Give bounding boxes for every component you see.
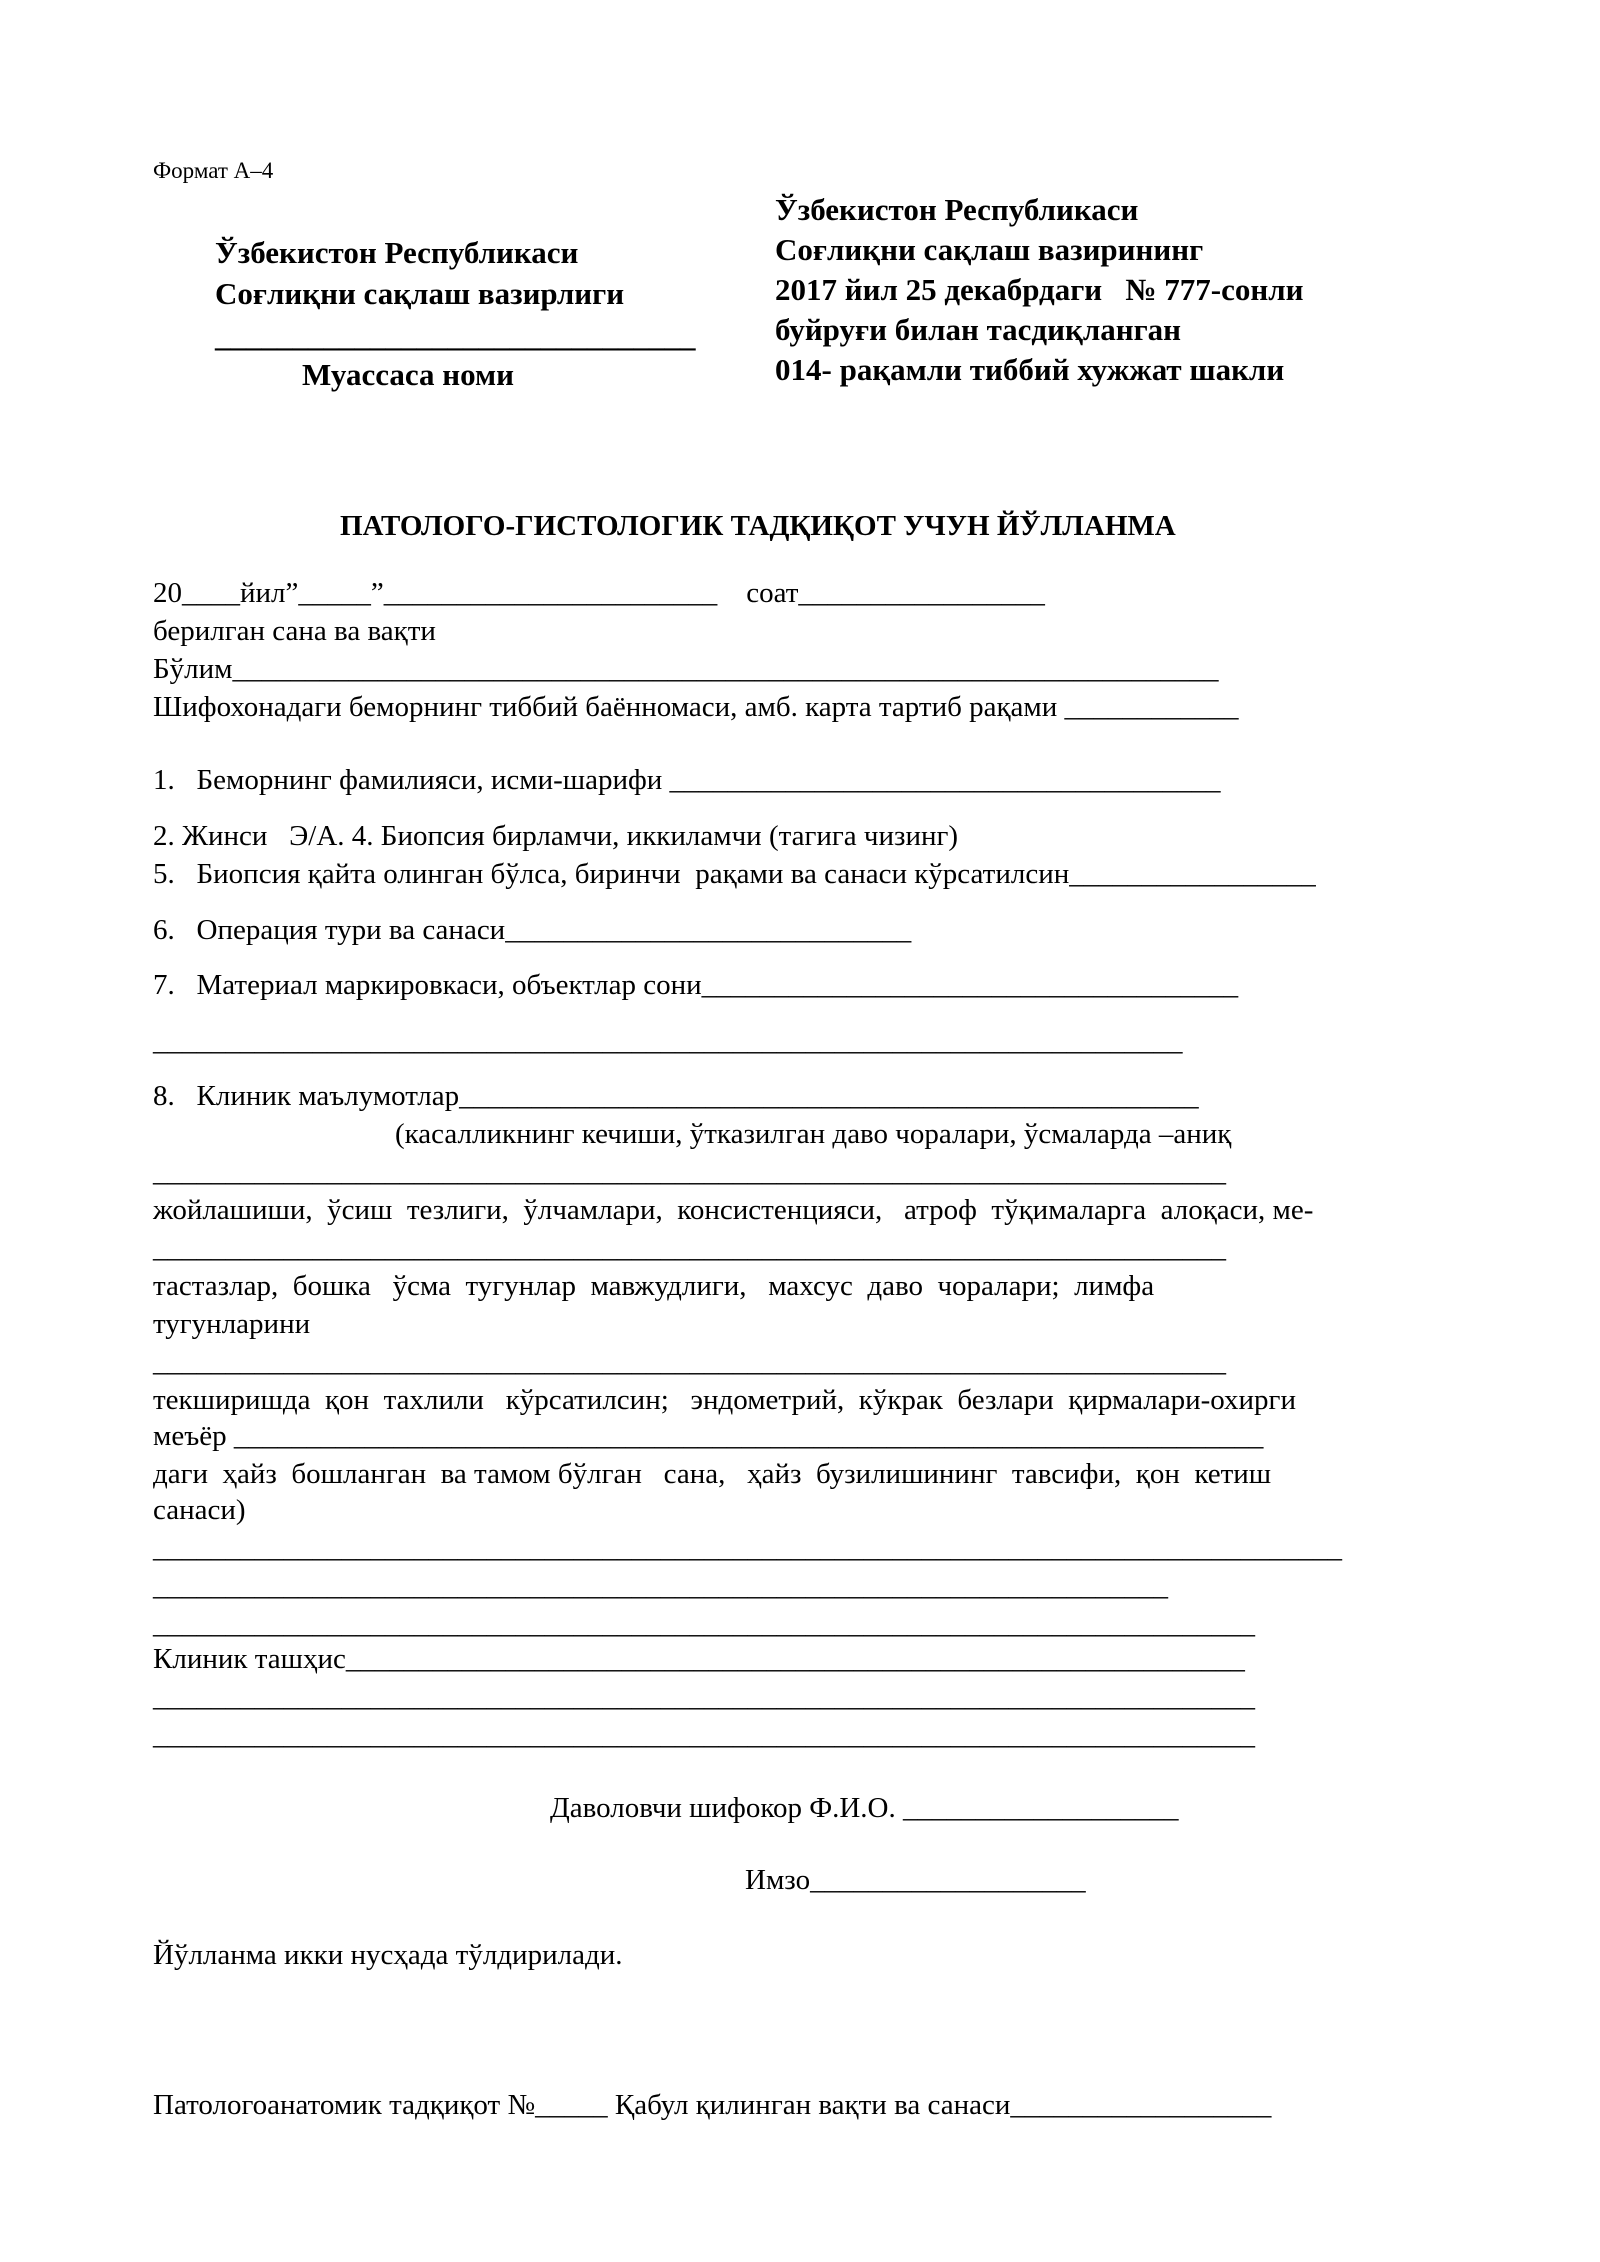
patient-name-field: 1. Беморнинг фамилияси, исми-шарифи ______________________________________ xyxy=(153,764,1221,796)
clinical-diagnosis-field: Клиник ташҳис______________________________________________________________ xyxy=(153,1643,1245,1675)
clinical-caption-text: санаси) xyxy=(153,1494,246,1526)
clinical-caption-text: даги ҳайз бошланган ва тамом бўлган сана, ҳайз бузилишининг тавсифи, қон кетиш xyxy=(153,1458,1272,1490)
diagnosis-blank-line: ____________________________________________________________________________ xyxy=(153,1681,1255,1713)
format-label: Формат А–4 xyxy=(153,158,274,183)
department-field: Бўлим____________________________________________________________________ xyxy=(153,653,1219,685)
clinical-blank-line: ____________________________________________________________________________ xyxy=(153,1608,1255,1640)
operation-field: 6. Операция тури ва санаси____________________________ xyxy=(153,914,912,946)
attending-doctor-field: Даволовчи шифокор Ф.И.О. ___________________ xyxy=(550,1792,1179,1824)
clinical-blank-line: __________________________________________________________________________ xyxy=(153,1346,1226,1378)
clinical-caption-text: текширишда қон тахлили кўрсатилсин; эндометрий, кўкрак безлари қирмалари-охирги xyxy=(153,1384,1296,1416)
clinical-caption-text: тастазлар, бошка ўсма тугунлар мавжудлиги, махсус даво чоралари; лимфа xyxy=(153,1270,1155,1302)
ministry-name-line1: Ўзбекистон Республикаси xyxy=(215,235,579,270)
clinical-data-caption: (касалликнинг кечиши, ўтказилган даво чоралари, ўсмаларда –аниқ xyxy=(395,1118,1232,1150)
institution-name-blank: _______________________________ xyxy=(215,318,696,353)
clinical-blank-line: ______________________________________________________________________ xyxy=(153,1570,1168,1602)
date-issued-field: 20____йил”_____”_______________________ соат_________________ xyxy=(153,577,1045,609)
medical-record-number-field: Шифохонадаги беморнинг тиббий баённомаси, амб. карта тартиб рақами ____________ xyxy=(153,691,1239,723)
signature-field: Имзо___________________ xyxy=(745,1864,1086,1896)
ministry-name-line2: Соғлиқни сақлаш вазирлиги xyxy=(215,276,625,311)
material-marking-blank: _______________________________________________________________________ xyxy=(153,1025,1183,1057)
sex-biopsy-type-field: 2. Жинси Э/А. 4. Биопсия бирламчи, иккиламчи (тагига чизинг) xyxy=(153,820,959,852)
document-title: ПАТОЛОГО-ГИСТОЛОГИК ТАДҚИҚОТ УЧУН ЙЎЛЛАНМА xyxy=(340,510,1176,542)
clinical-blank-line: __________________________________________________________________________ xyxy=(153,1232,1226,1264)
approval-line3: 2017 йил 25 декабрдаги № 777-сонли xyxy=(775,272,1304,307)
clinical-caption-text: меъёр _______________________________________________________________________ xyxy=(153,1420,1264,1452)
clinical-caption-text: тугунларини xyxy=(153,1308,311,1340)
approval-line4: буйруғи билан тасдиқланган xyxy=(775,312,1182,347)
pathology-receipt-field: Патологоанатомик тадқиқот №_____ Қабул қилинган вақти ва санаси__________________ xyxy=(153,2089,1272,2121)
repeat-biopsy-field: 5. Биопсия қайта олинган бўлса, биринчи рақами ва санаси кўрсатилсин_________________ xyxy=(153,858,1316,890)
date-issued-caption: берилган сана ва вақти xyxy=(153,615,436,647)
diagnosis-blank-line: ____________________________________________________________________________ xyxy=(153,1719,1255,1751)
institution-name-caption: Муассаса номи xyxy=(302,357,514,392)
approval-line2: Соғлиқни сақлаш вазирининг xyxy=(775,232,1204,267)
material-marking-field: 7. Материал маркировкаси, объектлар сони_____________________________________ xyxy=(153,969,1239,1001)
clinical-data-field: 8. Клиник маълумотлар___________________________________________________ xyxy=(153,1080,1199,1112)
clinical-caption-text: жойлашиши, ўсиш тезлиги, ўлчамлари, консистенцияси, атроф тўқималарга алоқаси, ме- xyxy=(153,1194,1314,1226)
approval-line5: 014- рақамли тиббий хужжат шакли xyxy=(775,352,1285,387)
clinical-blank-line: __________________________________________________________________________ xyxy=(153,1156,1226,1188)
clinical-blank-line: __________________________________________________________________________________ xyxy=(153,1532,1342,1564)
copies-note: Йўлланма икки нусҳада тўлдирилади. xyxy=(153,1939,623,1971)
approval-line1: Ўзбекистон Республикаси xyxy=(775,192,1139,227)
